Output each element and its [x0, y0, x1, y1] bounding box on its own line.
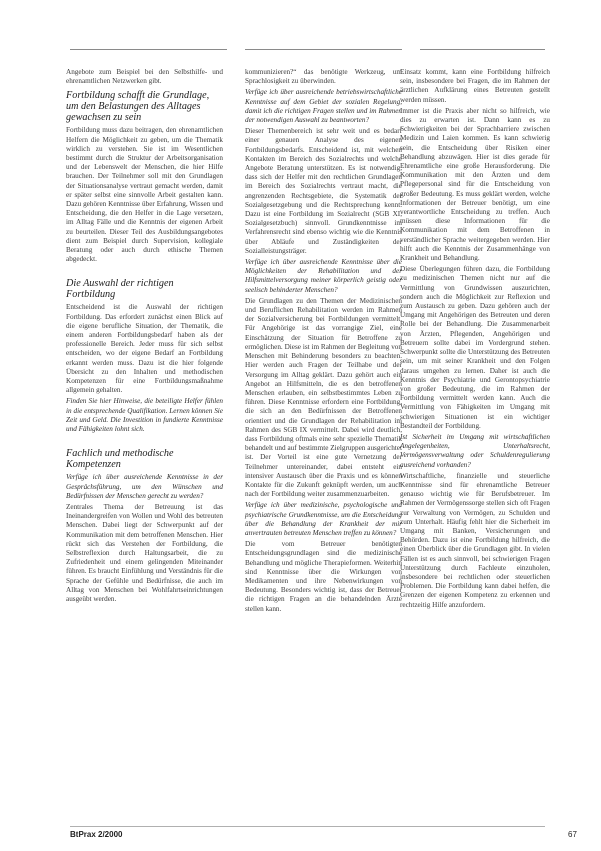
- paragraph: Entscheidend ist die Auswahl der richtigen Fortbildung. Das erfordert zunächst einen Blick auf die eigene berufliche Situation, der Thematik, die einem anderen Fortbildungsbedarf haben als der professionelle Bereich. Jeder muss für sich selbst entscheiden, wo der eigene Bedarf an Fortbildung erkannt werden muss. Dazu ist die hier folgende Übersicht zu den Inhalten und methodischen Kompetenzen für eine Fortbildungsmaßnahme allgemein gehalten.: [66, 303, 223, 395]
- paragraph: Immer ist die Praxis aber nicht so hilfreich, wie dies zu erwarten ist. Dann kann es zu Schwierigkeiten bei der Sprachbarriere zwischen Medizin und Laien kommen. Es kann schwierig sein, die Entscheidung über Risiken einer Behandlung abzuwägen. Hier ist dies gerade für Ehrenamtliche eine große Herausforderung. Die Kommunikation mit den Ärzten und dem Pflegepersonal sind für die Entscheidung von großer Bedeutung. Es muss geklärt werden, welche Informationen der Betreuer benötigt, um eine verantwortliche Entscheidung zu treffen. Auch müssen diese Informationen für die Kommunikation mit dem Betroffenen in verständlicher Sprache weitergegeben werden. Hier hilft auch die Kenntnis der Zusammenhänge von Krankheit und Behandlung.: [400, 106, 550, 263]
- paragraph: Wirtschaftliche, finanzielle und steuerliche Kenntnisse sind für ehrenamtliche Betreuer genauso wichtig wie für Berufsbetreuer. Im Rahmen der Vermögenssorge stellen sich oft Fragen zur Verwaltung von Vermögen, zu Schulden und zum Unterhalt. Häufig fehlt hier die Sicherheit im Umgang mit Banken, Versicherungen und Behörden. Dazu ist eine Fortbildung hilfreich, die einen Überblick über die Grundlagen gibt. In vielen Fällen ist es auch sinnvoll, bei schwierigen Fragen Unterstützung durch Fachleute einzuholen, insbesondere bei rechtlichen oder steuerlichen Problemen. Die Fortbildung kann dabei helfen, die Grenzen der eigenen Kompetenz zu erkennen und rechtzeitig Hilfe anzufordern.: [400, 471, 550, 609]
- header-rule: [70, 49, 227, 50]
- footer-journal: BtPrax 2/2000: [70, 830, 123, 839]
- question-text: Verfüge ich über ausreichende betriebswirtschaftliche Kenntnisse auf dem Gebiet der sozialen Regelung, damit ich die richtigen Fragen stellen und im Rahmen der notwendigen Auswahl zu beantworten?: [245, 88, 402, 125]
- paragraph: Die Grundlagen zu den Themen der Medizinischen und Beruflichen Rehabilitation werden im Rahmen der Sozialversicherung bei Fortbildungen vermittelt. Für Angehörige ist das vorrangige Ziel, eine Einschätzung der Situation für Betroffene zu ermöglichen. Diese ist im Rahmen der Begleitung von Menschen mit Behinderung besonders zu beachten. Hier werden auch Fragen der Teilhabe und der Versorgung im Alltag geklärt. Dazu gehört auch ein Angebot an Hilfsmitteln, die es den betroffenen Menschen erlauben, ein selbstbestimmtes Leben zu führen. Diese Kenntnisse erfordern eine Fortbildung, die sich an den Bedürfnissen der Betroffenen orientiert und die Grundlagen der Rehabilitation im Rahmen des SGB IX vermittelt. Dabei wird deutlich, dass Fortbildung oftmals eine sehr spezielle Thematik behandelt und auf bestimmte Zielgruppen ausgerichtet ist. Der Vorteil ist eine gute Vernetzung der Teilnehmer untereinander, dabei entsteht ein intensiver Austausch über die Praxis und es können Kontakte für die Zukunft geknüpft werden, um auch nach der Fortbildung weiter zusammenzuarbeiten.: [245, 296, 402, 499]
- column-2: [245, 68, 402, 616]
- header-rule: [420, 49, 545, 50]
- question-text: Ist Sicherheit im Umgang mit wirtschaftlichen Angelegenheiten, Unterhaltsrecht, Vermögensverwaltung oder Schuldenregulierung ausreichend vorhanden?: [400, 432, 550, 469]
- paragraph: Dieser Themenbereich ist sehr weit und es bedarf einer genauen Analyse des eigenen Fortbildungsbedarfs. Entscheidend ist, mit welchen Kontakten im Bereich des Sozialrechts und welche Angebote Beratung unterstützen. Es ist notwendig, dass sich der Helfer mit den rechtlichen Grundlagen im Bereich des Sozialrechts vertraut macht, die angrenzenden Rechtsgebiete, die Systematik der Sozialgesetzgebung und die Rechtsprechung kennt. Dazu ist eine Fortbildung im Sozialrecht (SGB XI, Sozialgesetzbuch) sinnvoll. Grundkenntnisse im Verfahrensrecht sind ebenso wichtig wie die Kenntnis über Abläufe und Zuständigkeiten der Sozialleistungsträger.: [245, 127, 402, 255]
- paragraph: kommunizieren?“ das benötigte Werkzeug, um Sprachlosigkeit zu überwinden.: [245, 68, 402, 86]
- question-text: Verfüge ich über medizinische, psychologische und psychiatrische Grundkenntnisse, um die Entscheidung über die Behandlung der Krankheit der mir anvertrauten betreuten Menschen treffen zu können?: [245, 501, 402, 537]
- paragraph: Angebote zum Beispiel bei den Selbsthilfe- und ehrenamtlichen Netzwerken gibt.: [66, 68, 223, 86]
- section-heading: Die Auswahl der richtigen Fortbildung: [66, 278, 174, 301]
- header-rule: [245, 49, 402, 50]
- question-text: Verfüge ich über ausreichende Kenntnisse über die Möglichkeiten der Rehabilitation und der Hilfsmittelversorgung meiner körperlich geistig oder seelisch behinderter Menschen?: [245, 258, 402, 294]
- question-text: Finden Sie hier Hinweise, die beteiligte Helfer fühlen in die entsprechende Qualifikation. Lernen können Sie Zeit und Geld. Die Investition in fundierte Kenntnisse und Fähigkeiten lohnt sich.: [66, 397, 223, 434]
- paragraph: Einsatz kommt, kann eine Fortbildung hilfreich sein, insbesondere bei Fragen, die im Rahmen der ärztlichen Aufklärung eines Betreuten gestellt werden müssen.: [400, 68, 550, 104]
- question-text: Verfüge ich über ausreichende Kenntnisse in der Gesprächsführung, um den Wünschen und Bedürfnissen der Menschen gerecht zu werden?: [66, 473, 223, 500]
- column-1: [66, 68, 223, 606]
- page-number: 67: [568, 830, 577, 839]
- section-heading: Fachlich und methodische Kompetenzen: [66, 448, 174, 471]
- column-3: [400, 68, 550, 612]
- footer-rule: [70, 826, 545, 827]
- paragraph: Zentrales Thema der Betreuung ist das Ineinandergreifen von Wollen und Wohl des betreuten Menschen. Dabei liegt der Schwerpunkt auf der Kommunikation mit dem betroffenen Menschen. Hier rückt sich das Verstehen der Fortbildung, die Selbstreflexion durch Haltungsarbeit, die zu Zufriedenheit und einem gelingenden Miteinander führen. Es braucht Einfühlung und Verständnis für die Sprache der Gefühle und Bedürfnisse, die auch im Alltag von Menschen bei Wohlfahrtseinrichtungen ausgeübt werden.: [66, 502, 223, 603]
- paragraph: Diese Überlegungen führen dazu, die Fortbildung zu medizinischen Themen nicht nur auf die Vermittlung von Grundwissen auszurichten, sondern auch die Möglichkeit zur Reflexion und zum Austausch zu geben. Dazu gehören auch der Umgang mit Angehörigen des Betreuten und deren Rolle bei der Behandlung. Die Zusammenarbeit von Ärzten, Pflegenden, Angehörigen und Betreuern sollte dabei im Vordergrund stehen. Schwerpunkt sollte die Unterstützung des Betreuten sein, um mit seiner Krankheit und den Folgen daraus umgehen zu lernen. Daher ist auch die Kenntnis der Psychiatrie und Gerontopsychiatrie von großer Bedeutung, die im Rahmen der Fortbildung vermittelt werden kann. Auch die Vermittlung von Fähigkeiten im Umgang mit schwierigen Situationen ist ein wichtiger Bestandteil der Fortbildung.: [400, 265, 550, 430]
- section-heading: Fortbildung schafft die Grundlage, um den Belastungen des Alltages gewachsen zu sein: [66, 90, 210, 124]
- paragraph: Die vom Betreuer benötigten Entscheidungsgrundlagen sind die medizinische Behandlung und mögliche Therapieformen. Weiterhin sind Kenntnisse über die Wirkungen von Medikamenten und ihre Nebenwirkungen von Bedeutung. Besonders wichtig ist, dass der Betreuer die richtigen Fragen an die behandelnden Ärzte stellen kann.: [245, 540, 402, 613]
- paragraph: Fortbildung muss dazu beitragen, den ehrenamtlichen Helfern die Möglichkeit zu geben, um die Thematik wirklich zu verstehen. Sie ist im Wesentlichen bestimmt durch die Struktur der Arbeitsorganisation und der Lebenswelt der Menschen, die hier Hilfe brauchen. Der Teilnehmer soll mit den Grundlagen der Situationsanalyse vertraut gemacht werden, damit er später selbst eine sinnvolle Arbeit gestalten kann. Dazu gehören Kenntnisse über Erfahrung, Wissen und Entscheidung, die den Helfer in die Lage versetzen, im Alltag Fälle und die Kenntnis der eigenen Arbeit zu beurteilen. Dieser Teil des Ausbildungsangebotes dient zum Beispiel durch Supervision, kollegiale Beratung oder auch durch ethische Themen abgedeckt.: [66, 126, 223, 264]
